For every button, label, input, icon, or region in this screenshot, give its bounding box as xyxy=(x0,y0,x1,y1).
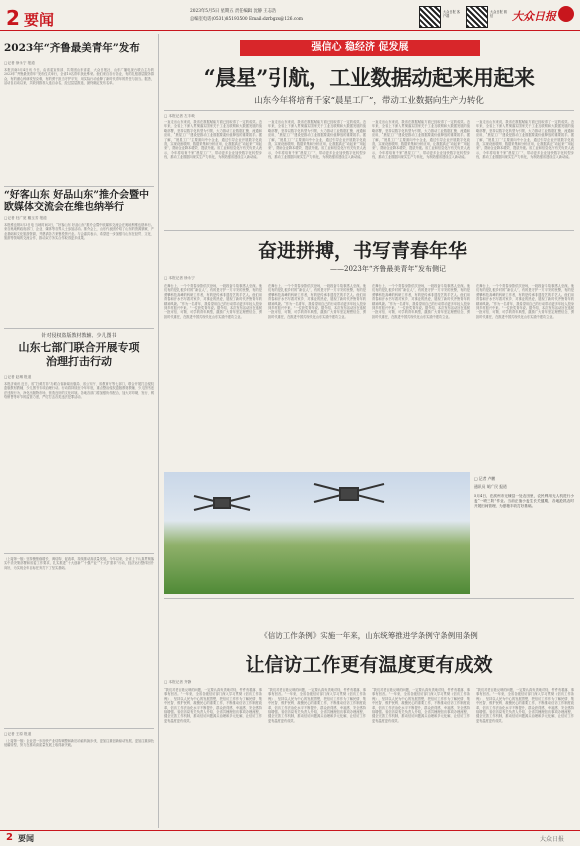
byline: □ 本报记者 左丰岐 xyxy=(164,114,195,118)
section-divider xyxy=(4,328,154,329)
story-continued xyxy=(4,557,154,725)
headline: 山东七部门联合开展专项治理打击行动 xyxy=(18,341,140,368)
article-body: 本报维也纳5月3日电 当地时间3日，“好客山东 好品山东”推介会暨中欧媒体交流会在奥地利维也纳举行。来自奥地利政府部门、企业、媒体等各界人士参加活动。推介会上，山东代表团介绍了山东的资源禀赋、产业基础和文化旅游资源，并邀请各方来鲁投资兴业。与会嘉宾表示，希望进一步加强与山东在经贸、文化、旅游等领域的交流合作，推动双方务实合作取得更多成果。 xyxy=(4,223,154,241)
headline: “好客山东 好品山东”推介会暨中欧媒体交流会在维也纳举行 xyxy=(4,190,149,213)
drone-icon xyxy=(164,472,470,594)
article-body: 在舞台上，一个个青春身影依次登场，一段段奋斗故事感人至深。他们有的是扎根乡村的“新农人”，有的是守护一方平安的民警，有的是勇攀科技高峰的科研工作者，有的是传承非遗技艺的手艺人。他们用青春和汗水书写着对家乡、对事业的热爱，展现了新时代齐鲁青年的精神风貌。“作为一名青年，我希望用自己的行动带动更多年轻人投身到乡村振兴中来。”一位获奖青年说。据介绍，本次发布活动旨在选树一批可信、可敬、可学的青年典型，激励广大青年坚定理想信念、勇担时代重任，在推进中国式现代化山东实践中建功立业。 xyxy=(372,284,470,319)
story-shandong-promotion xyxy=(4,190,154,327)
banner-headline: “晨星”引航，工业数据动起来用起来 xyxy=(203,65,535,90)
banner-rule xyxy=(164,110,574,111)
article-body: 一直走出山东来说，我省在数据赋能方面已经取得了一定的成效。近年来，全省上下深入贯彻落实国家关于工业互联网和大数据发展的战略部署，坚持以数字化转型为引领，大力推动工业数据汇聚、流通和应用，“晨星工厂”建设是推动工业数据要素价值释放的重要抓手。据了解，“晨星工厂”主要面向中小企业，通过引导企业开展数字化改造，实现设备联网、数据采集和分析应用，让数据真正“动起来”“用起来”，帮助企业降本增效、提质升级。省工业和信息化厅有关负责人表示，今年将培育千家“晨星工厂”，带动更多企业加快数字化转型步伐，推动工业数据向现实生产力转化，为制造强省建设注入新动能。 xyxy=(476,120,574,160)
qr-code-icon xyxy=(466,6,488,28)
byline: □ 本报记者 徐永宁 xyxy=(164,276,195,280)
footer-rule xyxy=(0,830,580,831)
logo-emblem-icon xyxy=(558,6,574,22)
footer-tag: 大众日报 xyxy=(540,836,565,843)
drone-farm-photo xyxy=(164,472,470,594)
section-divider xyxy=(164,230,574,231)
article-body: 本报济南5月4日讯 今日，由省委宣传部、共青团山东省委、大众日报社、山东广播电视台联合主办的2023年“齐鲁最美青年”发布仪式举行，全省10名青年获此殊荣。他们来自各行各业，有的扎根基层服务群众，有的潜心科研攻坚克难，有的勇于担当守护平安，用实际行动诠释了新时代青年的责任与担当。据悉，活动自启动以来，共收到推荐人选百余名，经过层层推选，最终确定发布名单。 xyxy=(4,68,154,86)
kicker: 针对侵权盗版教材教辅、少儿图书 xyxy=(41,333,117,339)
byline: □ 本报记者 齐静 xyxy=(164,680,192,684)
article-body: （上接第一版）企业进一步加快产业结构调整和新旧动能转换步伐，更加注重创新驱动发展，更加注重绿色低碳转型，努力在推动高质量发展上取得新突破。 xyxy=(4,739,154,748)
story-youth-award xyxy=(4,40,154,156)
masthead xyxy=(0,0,580,38)
article-body: “我们对老百姓反映的问题，一定要认真负责地对待，件件有着落、事事有回音。”一年来，全省各级信访部门深入学习贯彻《信访工作条例》，坚持以人民为中心的发展思想，把信访工作作为了解民情、集中民智、维护民利、凝聚民心的重要工作，不断推动信访工作制度改革，信访工作法治化水平不断提升，群众获得感、幸福感、安全感持续增强。省信访局有关负责人介绍，全省共梳理信访事项办理流程，健全完善工作机制，推动信访问题源头治理和多元化解，让信访工作更有温度更有成效。 xyxy=(476,688,574,723)
qr-label: 大众日报 微信 xyxy=(490,10,507,18)
youth-subtitle: ——2023年“齐鲁最美青年”发布侧记 xyxy=(330,265,446,273)
article-body: “我们对老百姓反映的问题，一定要认真负责地对待，件件有着落、事事有回音。”一年来，全省各级信访部门深入学习贯彻《信访工作条例》，坚持以人民为中心的发展思想，把信访工作作为了解民情、集中民智、维护民利、凝聚民心的重要工作，不断推动信访工作制度改革，信访工作法治化水平不断提升，群众获得感、幸福感、安全感持续增强。省信访局有关负责人介绍，全省共梳理信访事项办理流程，健全完善工作机制，推动信访问题源头治理和多元化解，让信访工作更有温度更有成效。 xyxy=(268,688,366,723)
tel-line: 总编室电话(0531)85193500 Email:dzrbgzs@126.com xyxy=(190,17,303,22)
byline: □记者 王原 报道 xyxy=(4,732,32,736)
banner-body xyxy=(164,120,574,228)
article-body: 在舞台上，一个个青春身影依次登场，一段段奋斗故事感人至深。他们有的是扎根乡村的“新农人”，有的是守护一方平安的民警，有的是勇攀科技高峰的科研工作者，有的是传承非遗技艺的手艺人。他们用青春和汗水书写着对家乡、对事业的热爱，展现了新时代齐鲁青年的精神风貌。“作为一名青年，我希望用自己的行动带动更多年轻人投身到乡村振兴中来。”一位获奖青年说。据介绍，本次发布活动旨在选树一批可信、可敬、可学的青年典型，激励广大青年坚定理想信念、勇担时代重任，在推进中国式现代化山东实践中建功立业。 xyxy=(268,284,366,319)
story-continued xyxy=(4,732,154,829)
section-title: 要闻 xyxy=(24,11,55,29)
article-body: 在舞台上，一个个青春身影依次登场，一段段奋斗故事感人至深。他们有的是扎根乡村的“新农人”，有的是守护一方平安的民警，有的是勇攀科技高峰的科研工作者，有的是传承非遗技艺的手艺人。他们用青春和汗水书写着对家乡、对事业的热爱，展现了新时代齐鲁青年的精神风貌。“作为一名青年，我希望用自己的行动带动更多年轻人投身到乡村振兴中来。”一位获奖青年说。据介绍，本次发布活动旨在选树一批可信、可敬、可学的青年典型，激励广大青年坚定理想信念、勇担时代重任，在推进中国式现代化山东实践中建功立业。 xyxy=(476,284,574,319)
section-divider xyxy=(4,728,154,729)
byline: □记者 徐永宁 报道 xyxy=(4,61,35,65)
masthead-rule xyxy=(0,30,580,31)
footer-section: 要闻 xyxy=(18,834,34,843)
banner-subtitle: 山东今年将培育千家“晨星工厂”，带动工业数据向生产力转化 xyxy=(254,96,484,106)
article-body: （上接第一版）坚持聚焦稳增长、调结构、促改革，持续推动高质量发展。今年以来，全省上下认真贯彻落实中央决策部署和省委工作要求，扎实推进“十大创新”“十强产业”“十大扩需求”行动，经济运行整体回升向好，为实现全年目标任务打下了坚实基础。 xyxy=(4,557,154,570)
column-divider xyxy=(158,34,159,828)
footer-page-number: 2 xyxy=(6,832,13,843)
article-body: 本报济南讯 近日，省“扫黄打非”办联合省新闻出版局、省公安厅、省教育厅等七部门，联合开展打击侵权盗版教材教辅、少儿图书专项治理行动。行动将持续至今年年底，重点整治侵权盗版教材教辅、少儿图书违法违规行为，净化出版物市场，营造良好的文化环境。各地各部门将加强协作配合，加大对印刷、发行、网络销售等环节的监管力度，严厉打击各类违法犯罪活动。 xyxy=(4,382,154,400)
photo-credit: □ 记者 卢鹏 xyxy=(474,476,496,481)
section-divider xyxy=(4,186,154,187)
article-body: 在舞台上，一个个青春身影依次登场，一段段奋斗故事感人至深。他们有的是扎根乡村的“新农人”，有的是守护一方平安的民警，有的是勇攀科技高峰的科研工作者，有的是传承非遗技艺的手艺人。他们用青春和汗水书写着对家乡、对事业的热爱，展现了新时代齐鲁青年的精神风貌。“作为一名青年，我希望用自己的行动带动更多年轻人投身到乡村振兴中来。”一位获奖青年说。据介绍，本次发布活动旨在选树一批可信、可敬、可学的青年典型，激励广大青年坚定理想信念、勇担时代重任，在推进中国式现代化山东实践中建功立业。 xyxy=(164,284,262,319)
footer xyxy=(0,832,580,846)
banner-tag: 强信心 稳经济 促发展 xyxy=(240,40,480,56)
story-piracy-crackdown xyxy=(4,332,154,546)
youth-headline: 奋进拼搏，书写青春年华 xyxy=(258,240,468,262)
photo-caption-box xyxy=(474,476,574,554)
photo-caption: 5月4日，在滨州市无棣县一处农田里，农民利用无人机进行小麦“一喷三防”作业。当前正值小麦生长关键期，各地抢抓农时开展田间管理，为夏粮丰收打好基础。 xyxy=(474,494,574,508)
qr-label: 大众日报 客户端 xyxy=(443,10,460,18)
byline: □记者 赵琳 报道 xyxy=(4,375,32,379)
article-body: “我们对老百姓反映的问题，一定要认真负责地对待，件件有着落、事事有回音。”一年来，全省各级信访部门深入学习贯彻《信访工作条例》，坚持以人民为中心的发展思想，把信访工作作为了解民情、集中民智、维护民利、凝聚民心的重要工作，不断推动信访工作制度改革，信访工作法治化水平不断提升，群众获得感、幸福感、安全感持续增强。省信访局有关负责人介绍，全省共梳理信访事项办理流程，健全完善工作机制，推动信访问题源头治理和多元化解，让信访工作更有温度更有成效。 xyxy=(372,688,470,723)
qr-code-icon xyxy=(419,6,441,28)
photo-byline: 通讯员 胡广民 报道 xyxy=(474,484,507,489)
section-divider xyxy=(164,598,574,599)
page-number: 2 xyxy=(6,6,20,30)
section-divider xyxy=(4,553,154,554)
article-body: “我们对老百姓反映的问题，一定要认真负责地对待，件件有着落、事事有回音。”一年来，全省各级信访部门深入学习贯彻《信访工作条例》，坚持以人民为中心的发展思想，把信访工作作为了解民情、集中民智、维护民利、凝聚民心的重要工作，不断推动信访工作制度改革，信访工作法治化水平不断提升，群众获得感、幸福感、安全感持续增强。省信访局有关负责人介绍，全省共梳理信访事项办理流程，健全完善工作机制，推动信访问题源头治理和多元化解，让信访工作更有温度更有成效。 xyxy=(164,688,262,723)
petition-headline: 让信访工作更有温度更有成效 xyxy=(245,654,493,676)
byline: □记者 杜广宽 戴玉芳 报道 xyxy=(4,216,47,220)
article-body: 一直走出山东来说，我省在数据赋能方面已经取得了一定的成效。近年来，全省上下深入贯彻落实国家关于工业互联网和大数据发展的战略部署，坚持以数字化转型为引领，大力推动工业数据汇聚、流通和应用，“晨星工厂”建设是推动工业数据要素价值释放的重要抓手。据了解，“晨星工厂”主要面向中小企业，通过引导企业开展数字化改造，实现设备联网、数据采集和分析应用，让数据真正“动起来”“用起来”，帮助企业降本增效、提质升级。省工业和信息化厅有关负责人表示，今年将培育千家“晨星工厂”，带动更多企业加快数字化转型步伐，推动工业数据向现实生产力转化，为制造强省建设注入新动能。 xyxy=(164,120,262,160)
newspaper-logo: 大众日报 xyxy=(512,10,556,23)
headline: 2023年“齐鲁最美青年”发布 xyxy=(4,42,140,54)
article-body: 一直走出山东来说，我省在数据赋能方面已经取得了一定的成效。近年来，全省上下深入贯彻落实国家关于工业互联网和大数据发展的战略部署，坚持以数字化转型为引领，大力推动工业数据汇聚、流通和应用，“晨星工厂”建设是推动工业数据要素价值释放的重要抓手。据了解，“晨星工厂”主要面向中小企业，通过引导企业开展数字化改造，实现设备联网、数据采集和分析应用，让数据真正“动起来”“用起来”，帮助企业降本增效、提质升级。省工业和信息化厅有关负责人表示，今年将培育千家“晨星工厂”，带动更多企业加快数字化转型步伐，推动工业数据向现实生产力转化，为制造强省建设注入新动能。 xyxy=(372,120,470,160)
petition-body xyxy=(164,688,574,828)
article-body: 一直走出山东来说，我省在数据赋能方面已经取得了一定的成效。近年来，全省上下深入贯彻落实国家关于工业互联网和大数据发展的战略部署，坚持以数字化转型为引领，大力推动工业数据汇聚、流通和应用，“晨星工厂”建设是推动工业数据要素价值释放的重要抓手。据了解，“晨星工厂”主要面向中小企业，通过引导企业开展数字化改造，实现设备联网、数据采集和分析应用，让数据真正“动起来”“用起来”，帮助企业降本增效、提质升级。省工业和信息化厅有关负责人表示，今年将培育千家“晨星工厂”，带动更多企业加快数字化转型步伐，推动工业数据向现实生产力转化，为制造强省建设注入新动能。 xyxy=(268,120,366,160)
youth-body xyxy=(164,284,574,390)
date-line: 2023年5月5日 星期五 责任编辑 沈静 王志浩 xyxy=(190,9,277,14)
petition-kicker: 《信访工作条例》实施一年来，山东统筹推进学条例守条例用条例 xyxy=(260,631,478,640)
